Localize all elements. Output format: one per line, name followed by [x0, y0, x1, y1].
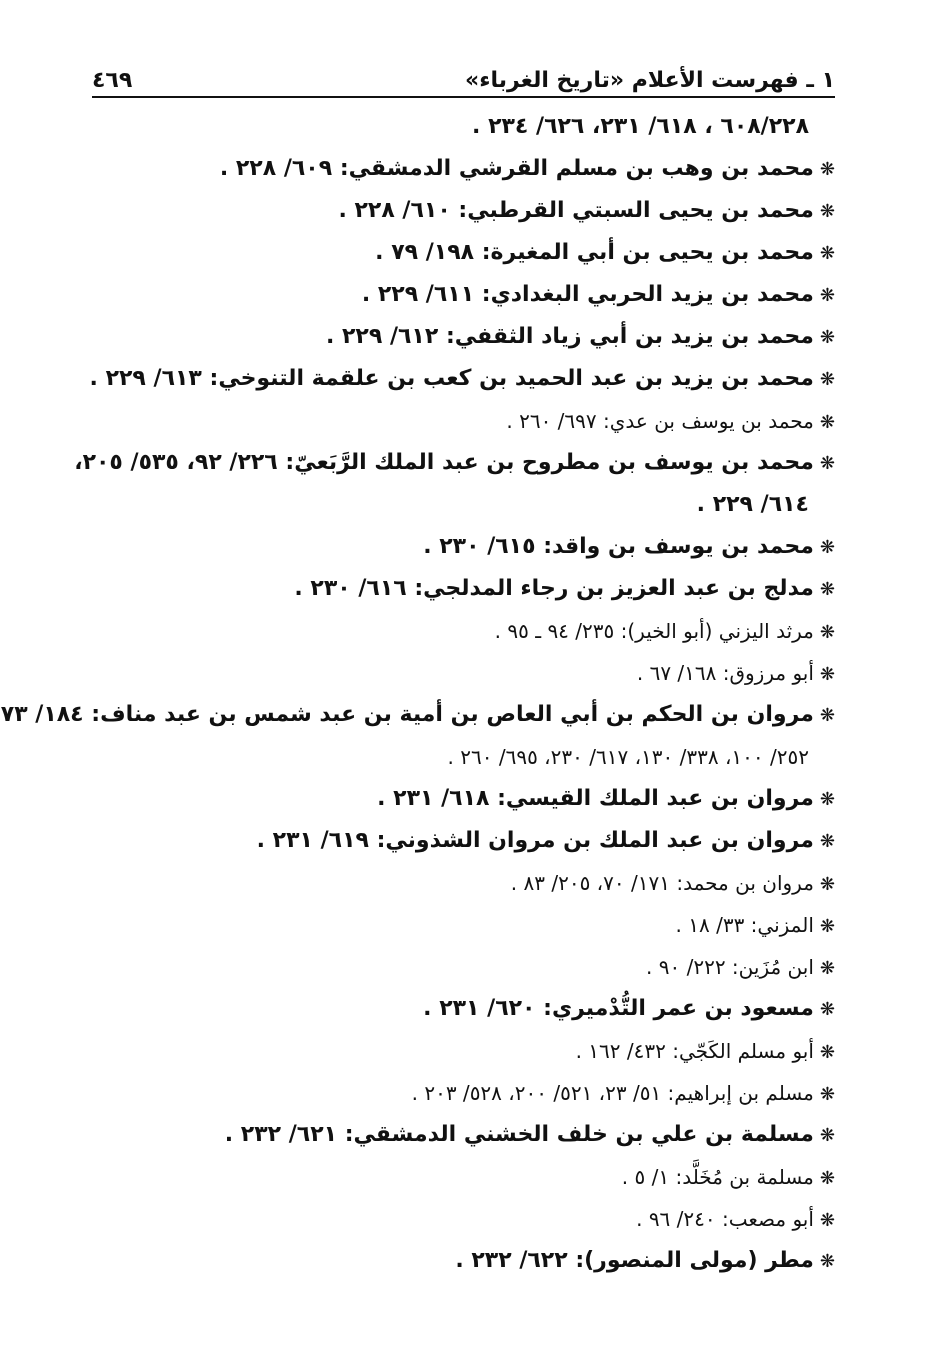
- entry-text: محمد بن يزيد بن أبي زياد الثقفي: ٦١٢/ ٢٢٩ .: [325, 324, 814, 349]
- asterisk-icon: ❋: [819, 789, 835, 810]
- index-entry: [495, 616, 835, 648]
- header-divider: [92, 96, 835, 98]
- entry-text: أبو مرزوق: ١٦٨/ ٦٧ .: [636, 661, 814, 685]
- asterisk-icon: ❋: [819, 285, 835, 306]
- entry-text: مروان بن الحكم بن أبي العاص بن أمية بن عبد شمس بن عبد مناف: ١٨٤/ ٧٣: [0, 702, 814, 727]
- index-entry: [257, 826, 835, 857]
- index-entry: [294, 574, 835, 605]
- asterisk-icon: ❋: [819, 201, 835, 222]
- index-entry-continuation: [448, 742, 809, 772]
- entry-text: محمد بن يوسف بن عدي: ٦٩٧/ ٢٦٠ .: [506, 409, 814, 433]
- index-entry: [377, 784, 835, 815]
- index-entry-continuation: [472, 112, 809, 142]
- asterisk-icon: ❋: [819, 999, 835, 1020]
- asterisk-icon: ❋: [819, 1168, 835, 1189]
- index-entry: [676, 910, 835, 942]
- entry-text: ٢٥٢/ ١٠٠، ٣٣٨/ ١٣٠، ٦١٧/ ٢٣٠، ٦٩٥/ ٢٦٠ .: [447, 745, 809, 769]
- index-entry: [90, 364, 835, 395]
- index-entry: [362, 280, 835, 311]
- asterisk-icon: ❋: [819, 1042, 835, 1063]
- entry-text: مروان بن عبد الملك القيسي: ٦١٨/ ٢٣١ .: [377, 786, 814, 811]
- asterisk-icon: ❋: [819, 369, 835, 390]
- index-entry: [338, 196, 835, 227]
- asterisk-icon: ❋: [819, 1084, 835, 1105]
- entry-text: محمد بن يحيى بن أبي المغيرة: ١٩٨/ ٧٩ .: [375, 240, 814, 265]
- asterisk-icon: ❋: [819, 327, 835, 348]
- index-entry: [225, 1120, 835, 1151]
- index-entry: [576, 1036, 835, 1068]
- asterisk-icon: ❋: [819, 874, 835, 895]
- asterisk-icon: ❋: [819, 412, 835, 433]
- asterisk-icon: ❋: [819, 453, 835, 474]
- entry-text: مدلج بن عبد العزيز بن رجاء المدلجي: ٦١٦/ ٢٣٠ .: [294, 576, 814, 601]
- index-entry: [455, 1246, 835, 1277]
- asterisk-icon: ❋: [819, 1251, 835, 1272]
- running-title: ١ ـ فهرست الأعلام «تاريخ الغرباء»: [465, 68, 835, 93]
- index-entry: [511, 868, 835, 900]
- asterisk-icon: ❋: [819, 916, 835, 937]
- entry-text: مرثد اليزني (أبو الخير): ٢٣٥/ ٩٤ ـ ٩٥ .: [494, 619, 814, 643]
- index-entry: [506, 406, 835, 438]
- index-entry: [74, 448, 835, 479]
- index-entry: [636, 1204, 835, 1236]
- index-entry: [637, 658, 835, 690]
- entry-text: مسعود بن عمر التُّدْميري: ٦٢٠/ ٢٣١ .: [423, 996, 814, 1021]
- index-entry: [0, 700, 835, 731]
- entry-text: محمد بن يوسف بن مطروح بن عبد الملك الرَّبَعيّ: ٢٢٦/ ٩٢، ٥٣٥/ ٢٠٥،: [74, 450, 814, 475]
- index-entry: [375, 238, 835, 269]
- asterisk-icon: ❋: [819, 831, 835, 852]
- asterisk-icon: ❋: [819, 664, 835, 685]
- entry-text: أبو مصعب: ٢٤٠/ ٩٦ .: [636, 1207, 814, 1231]
- index-entry: [220, 154, 835, 185]
- asterisk-icon: ❋: [819, 958, 835, 979]
- entry-text: محمد بن يزيد بن عبد الحميد بن كعب بن علقمة التنوخي: ٦١٣/ ٢٢٩ .: [89, 366, 814, 391]
- entry-text: مروان بن محمد: ١٧١/ ٧٠، ٢٠٥/ ٨٣ .: [510, 871, 814, 895]
- asterisk-icon: ❋: [819, 537, 835, 558]
- asterisk-icon: ❋: [819, 705, 835, 726]
- entry-text: ٦١٤/ ٢٢٩ .: [696, 492, 809, 517]
- asterisk-icon: ❋: [819, 1210, 835, 1231]
- entry-text: مطر (مولى المنصور): ٦٢٢/ ٢٣٢ .: [455, 1248, 814, 1273]
- entry-text: أبو مسلم الكَجّي: ٤٣٢/ ١٦٢ .: [575, 1039, 814, 1063]
- asterisk-icon: ❋: [819, 622, 835, 643]
- entry-text: ابن مُزَين: ٢٢٢/ ٩٠ .: [646, 955, 814, 979]
- entry-text: محمد بن وهب بن مسلم القرشي الدمشقي: ٦٠٩/ ٢٢٨ .: [219, 156, 814, 181]
- index-entry: [326, 322, 835, 353]
- index-entry: [412, 1078, 835, 1110]
- entry-text: مسلم بن إبراهيم: ٥١/ ٢٣، ٥٢١/ ٢٠٠، ٥٢٨/ ٢٠٣ .: [411, 1081, 814, 1105]
- entry-text: مروان بن عبد الملك بن مروان الشذوني: ٦١٩/ ٢٣١ .: [256, 828, 814, 853]
- page-number: ٤٦٩: [92, 68, 133, 93]
- asterisk-icon: ❋: [819, 243, 835, 264]
- asterisk-icon: ❋: [819, 579, 835, 600]
- index-entry: [622, 1162, 835, 1194]
- asterisk-icon: ❋: [819, 1125, 835, 1146]
- entry-text: المزني: ٣٣/ ١٨ .: [675, 913, 814, 937]
- entry-text: محمد بن يزيد الحربي البغدادي: ٦١١/ ٢٢٩ .: [361, 282, 814, 307]
- index-entry: [423, 994, 835, 1025]
- entry-text: مسلمة بن علي بن خلف الخشني الدمشقي: ٦٢١/ ٢٣٢ .: [224, 1122, 814, 1147]
- entry-text: ٦٠٨/٢٢٨ ، ٦١٨/ ٢٣١، ٦٢٦/ ٢٣٤ .: [472, 114, 809, 139]
- page-header: [92, 56, 835, 96]
- index-entry-continuation: [697, 490, 809, 520]
- index-entry: [646, 952, 835, 984]
- entry-text: محمد بن يوسف بن واقد: ٦١٥/ ٢٣٠ .: [423, 534, 814, 559]
- entry-text: محمد بن يحيى السبتي القرطبي: ٦١٠/ ٢٢٨ .: [338, 198, 814, 223]
- asterisk-icon: ❋: [819, 159, 835, 180]
- entry-text: مسلمة بن مُخَلَّد: ١/ ٥ .: [621, 1165, 814, 1189]
- index-entry: [423, 532, 835, 563]
